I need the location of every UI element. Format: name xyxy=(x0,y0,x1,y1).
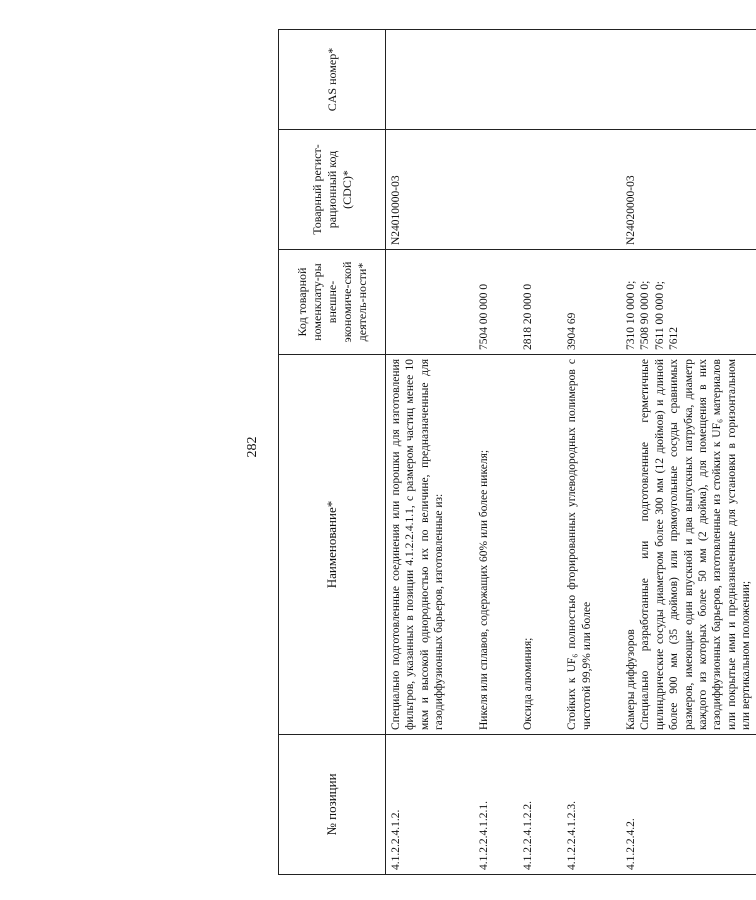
row-name: Оксида алюминия; xyxy=(518,355,538,735)
header-cas: CAS номер* xyxy=(279,30,386,130)
register-table xyxy=(278,29,756,875)
row-cas xyxy=(474,30,494,130)
row-position: 4.1.2.2.4.1.2. xyxy=(386,735,450,875)
row-spacer xyxy=(494,30,518,875)
row-position: 4.1.2.2.4.1.2.2. xyxy=(518,735,538,875)
row-code: 7504 00 000 0 xyxy=(474,250,494,355)
table-row xyxy=(518,30,538,875)
row-code: 7508 90 000 0; xyxy=(639,280,652,350)
header-name: Наименование* xyxy=(279,355,386,735)
page-number: 282 xyxy=(245,436,260,458)
row-cdc: N24020000-03 xyxy=(621,130,756,250)
row-code: 2818 20 000 0 xyxy=(518,250,538,355)
row-code: 7612 xyxy=(668,327,681,350)
row-spacer xyxy=(597,30,621,875)
row-cas xyxy=(518,30,538,130)
row-code: 7611 00 000 0; xyxy=(653,281,666,350)
table-row xyxy=(562,30,597,875)
header-code: Код товарной номенклату-ры внешне-экономиче-ской деятель-ности* xyxy=(279,250,386,355)
row-position: 4.1.2.2.4.1.2.3. xyxy=(562,735,597,875)
row-name: Специально подготовленные соединения или порошки для изготовления фильтров, указанных в позиции 4.1.2.2.4.1.1, с размером частиц менее 10 мкм и высокой однородностью их по величине, предназначенные для газодиффузионных барьеров, изготовленные из: xyxy=(386,355,450,735)
row-spacer xyxy=(538,30,562,875)
row-name: Специально разработанные или подготовленные герметичные цилиндрические сосуды диаметром более 300 мм (12 дюймов) и длиной более 900 мм (35 дюймов) или прямоугольные сосуды сравнимых размеров, имеющие один впускной и два выпускных патрубка, диаметр каждого из которых более 50 мм (2 дюйма), для помещения в них газодиффузионных барьеров, изготовленные из стойких к UF₆ материалов или покрытые ими и предназначенные для установки в горизонтальном или вертикальном положении; xyxy=(639,359,752,730)
row-name: Стойких к UF₆ полностью фторированных углеводородных полимеров с чистотой 99,9% или более xyxy=(562,355,597,735)
row-cdc xyxy=(474,130,494,250)
table-row xyxy=(386,30,450,875)
row-cdc: N24010000-03 xyxy=(386,130,450,250)
row-code-list xyxy=(621,250,756,355)
row-name-cell xyxy=(621,355,756,735)
row-cas xyxy=(386,30,450,130)
row-cas xyxy=(621,30,756,130)
table-row xyxy=(474,30,494,875)
row-code: 7310 10 000 0; xyxy=(625,280,637,350)
table-row xyxy=(621,30,756,875)
header-position: № позиции xyxy=(279,735,386,875)
row-name-title: Камеры диффузоров xyxy=(625,629,637,730)
table-header-row xyxy=(279,30,386,875)
row-spacer xyxy=(450,30,474,875)
row-cdc xyxy=(518,130,538,250)
row-code xyxy=(386,250,450,355)
row-position: 4.1.2.2.4.2. xyxy=(621,735,756,875)
row-cas xyxy=(562,30,597,130)
rotated-page xyxy=(15,15,752,885)
header-cdc: Товарный регист-рационный код (CDC)* xyxy=(279,130,386,250)
row-cdc xyxy=(562,130,597,250)
row-name: Никеля или сплавов, содержащих 60% или более никеля; xyxy=(474,355,494,735)
row-code: 3904 69 xyxy=(562,250,597,355)
row-position: 4.1.2.2.4.1.2.1. xyxy=(474,735,494,875)
